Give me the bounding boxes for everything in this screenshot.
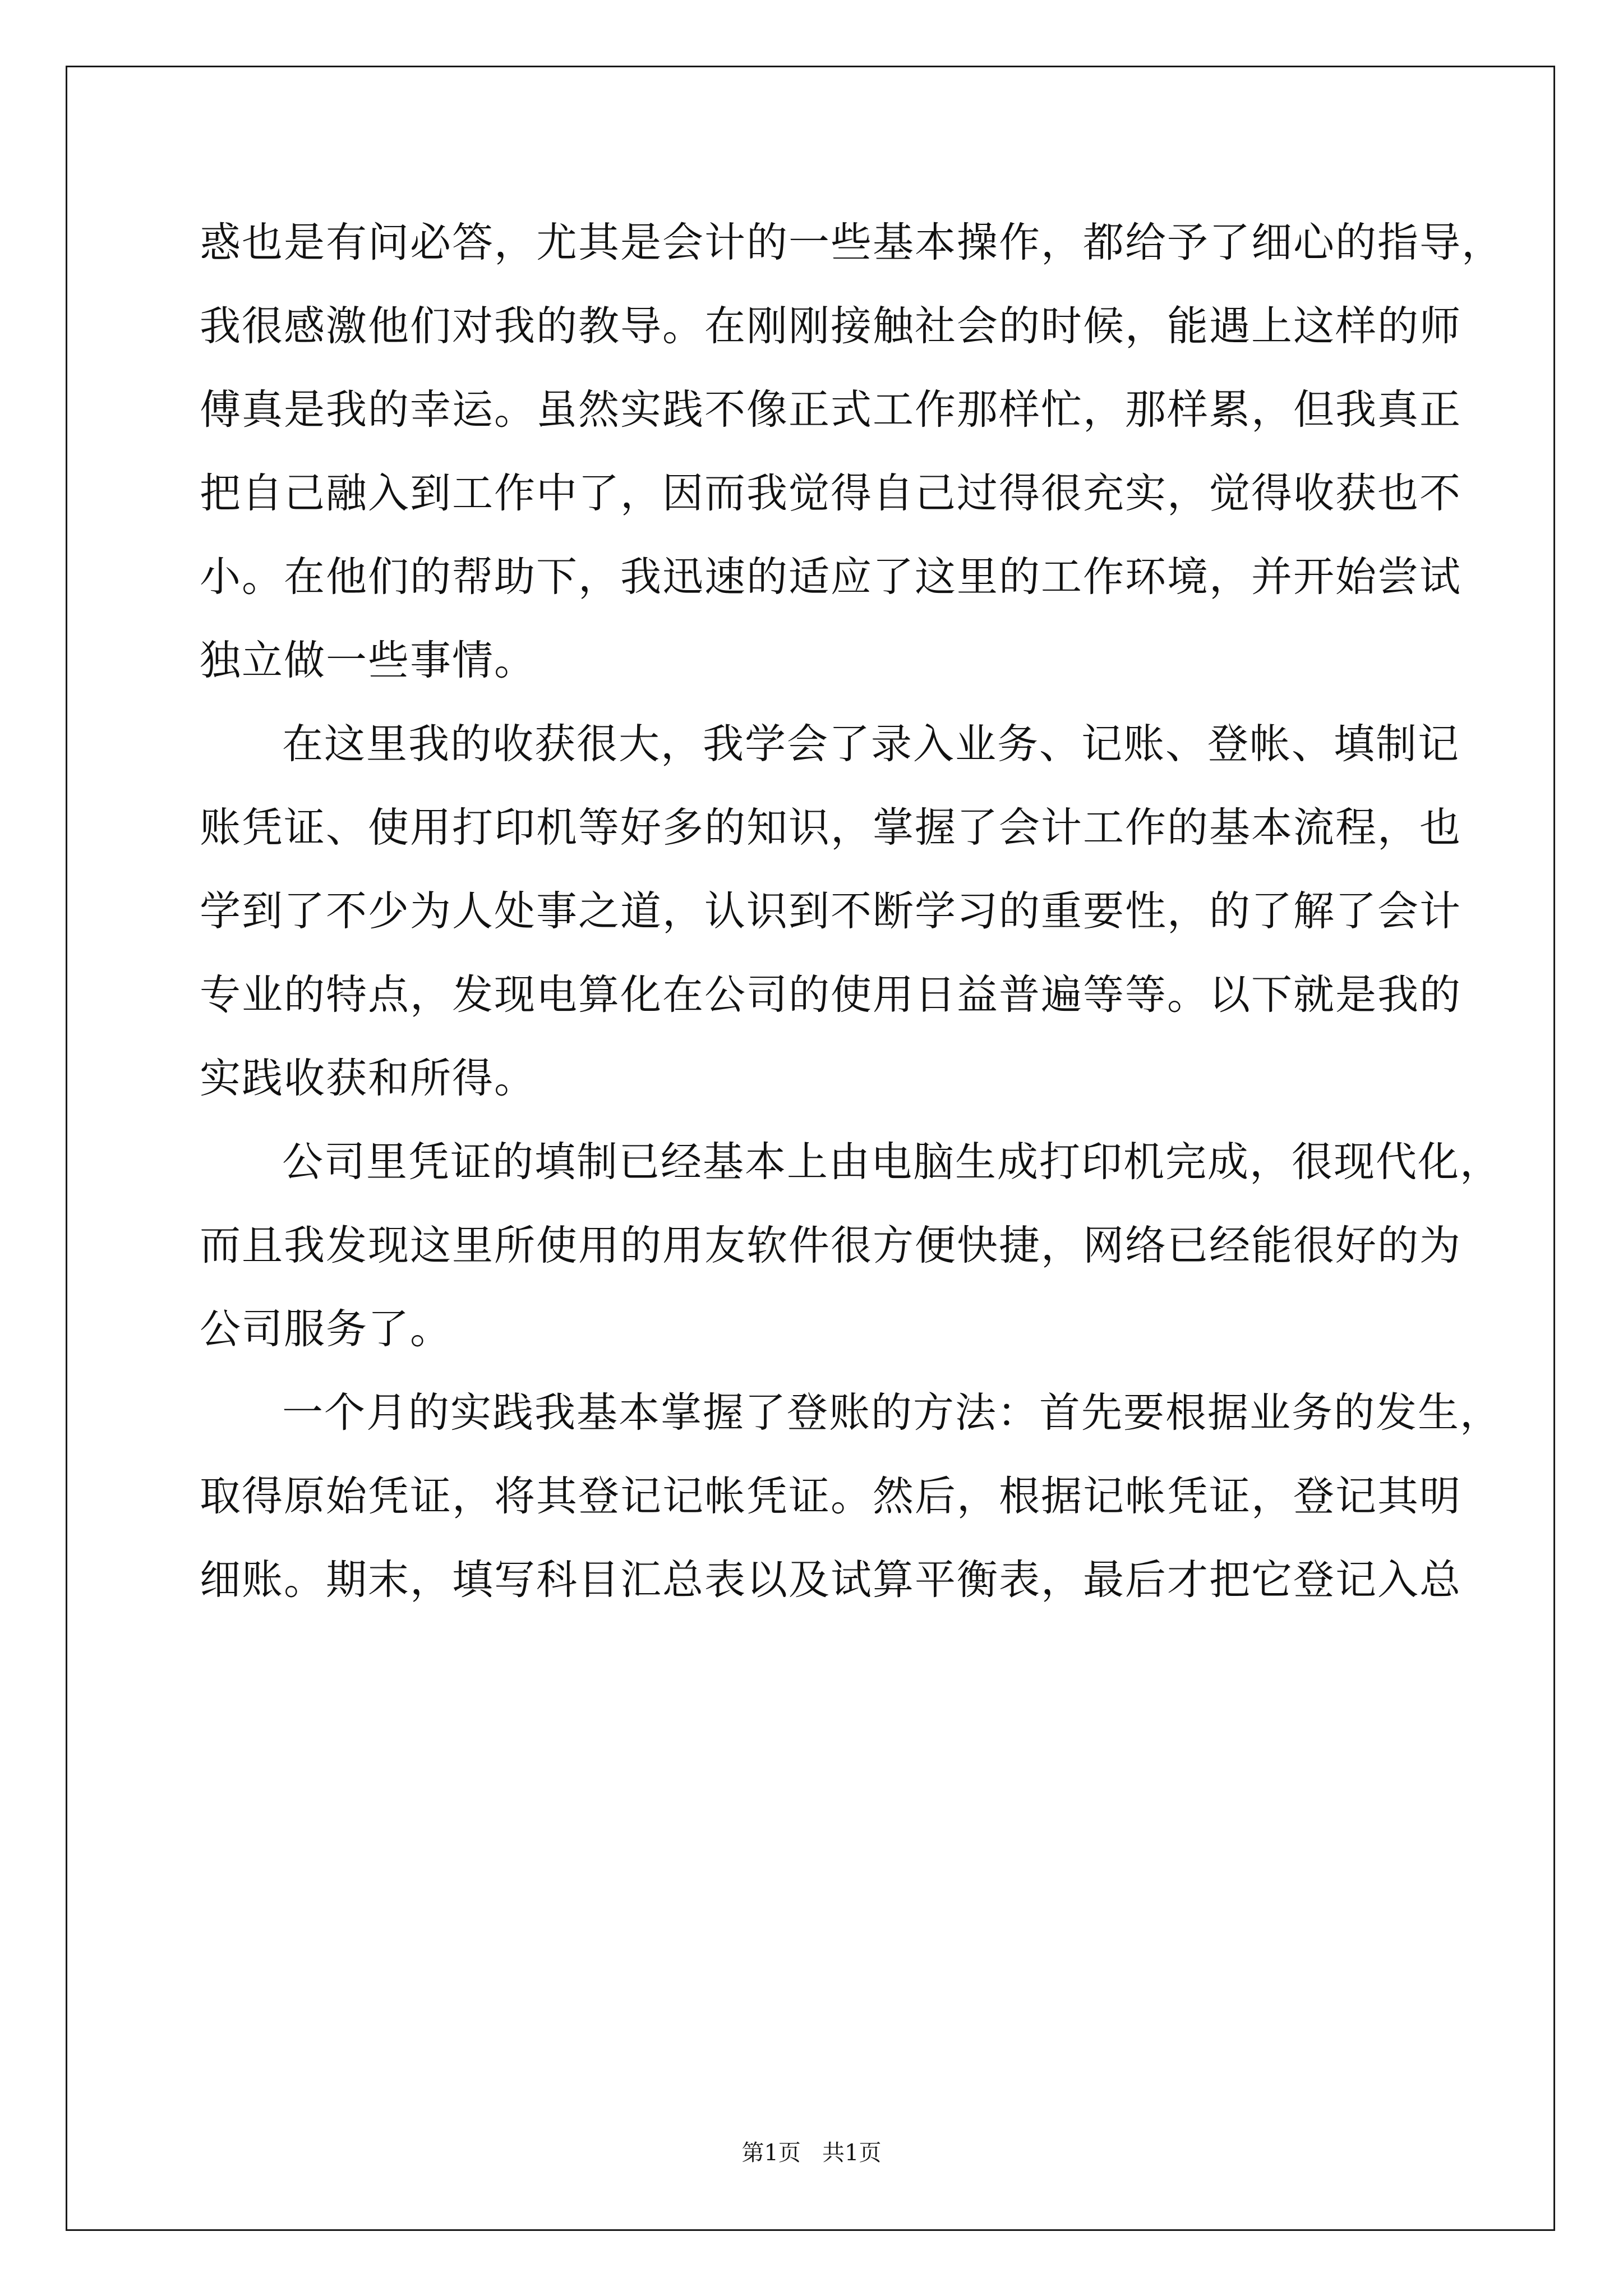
text-line: 小。在他们的帮助下，我迅速的适应了这里的工作环境，并开始尝试 (200, 553, 1461, 601)
text-line: 学到了不少为人处事之道，认识到不断学习的重要性，的了解了会计 (200, 887, 1461, 935)
text-line: 惑也是有问必答，尤其是会计的一些基本操作，都给予了细心的指导， (200, 219, 1504, 266)
text-line: 专业的特点，发现电算化在公司的使用日益普遍等等。以下就是我的 (200, 971, 1461, 1019)
text-line: 公司服务了。 (200, 1305, 452, 1353)
text-line: 实践收获和所得。 (200, 1055, 536, 1102)
text-line: 公司里凭证的填制已经基本上由电脑生成打印机完成，很现代化， (282, 1138, 1502, 1186)
text-line: 傅真是我的幸运。虽然实践不像正式工作那样忙，那样累，但我真正 (200, 386, 1461, 434)
text-line: 独立做一些事情。 (200, 637, 536, 684)
text-line: 账凭证、使用打印机等好多的知识，掌握了会计工作的基本流程，也 (200, 804, 1461, 852)
text-line: 我很感激他们对我的教导。在刚刚接触社会的时候，能遇上这样的师 (200, 302, 1461, 350)
text-line: 在这里我的收获很大，我学会了录入业务、记账、登帐、填制记 (282, 720, 1460, 768)
text-line: 把自己融入到工作中了，因而我觉得自己过得很充实，觉得收获也不 (200, 470, 1461, 517)
text-line: 而且我发现这里所使用的用友软件很方便快捷，网络已经能很好的为 (200, 1222, 1461, 1269)
text-line: 取得原始凭证，将其登记记帐凭证。然后，根据记帐凭证，登记其明 (200, 1473, 1461, 1520)
document-body (200, 201, 1504, 1622)
page-number-footer: 第1页 共1页 (741, 2140, 882, 2166)
text-line: 一个月的实践我基本掌握了登账的方法：首先要根据业务的发生， (282, 1389, 1502, 1437)
text-line: 细账。期末，填写科目汇总表以及试算平衡表，最后才把它登记入总 (200, 1556, 1461, 1604)
